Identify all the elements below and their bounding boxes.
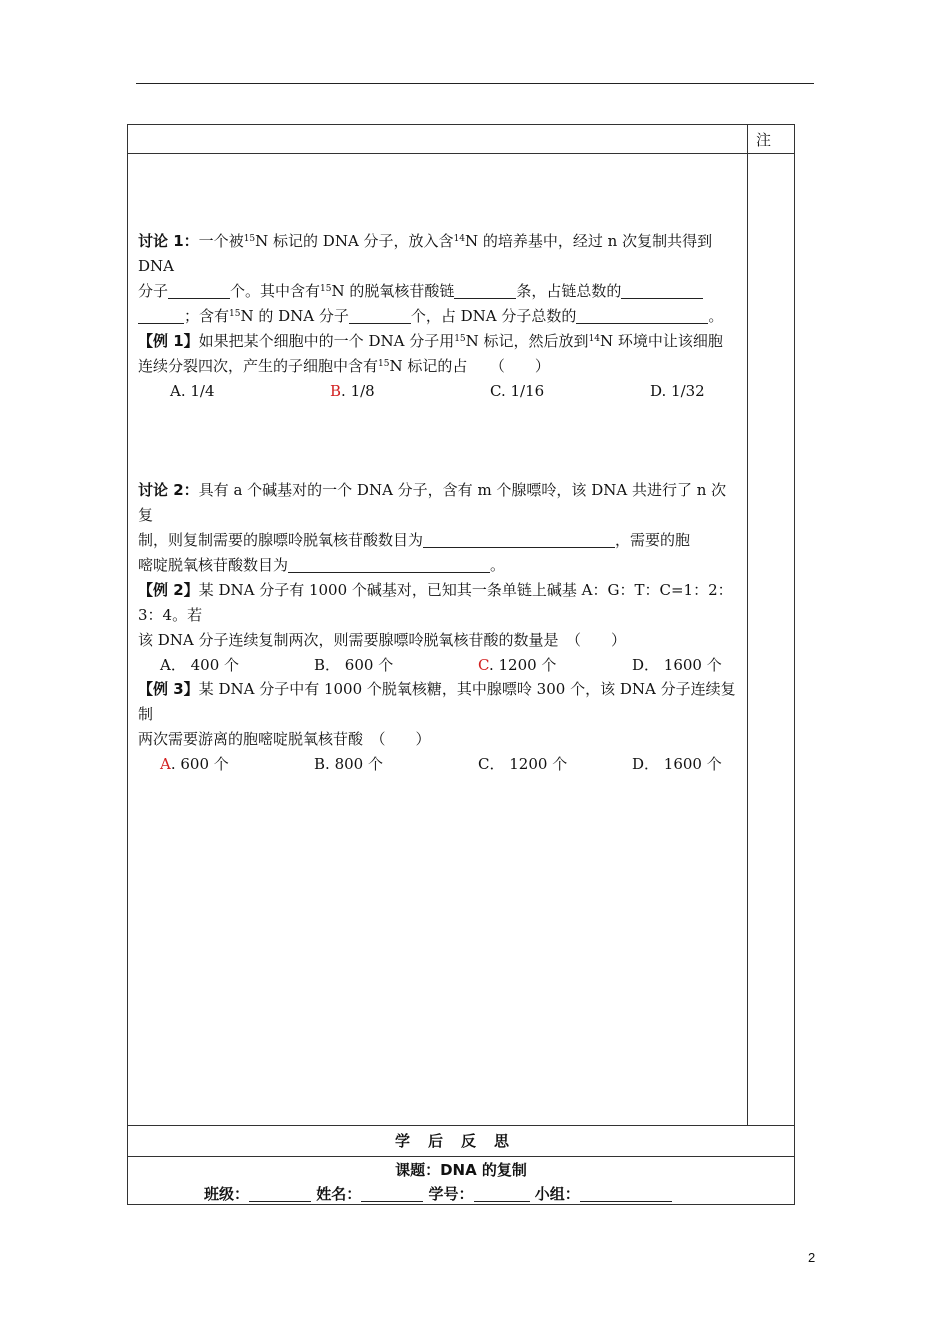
discussion-1 [138, 229, 740, 329]
answer-blank[interactable] [423, 531, 615, 548]
lesson-title: 课题：DNA 的复制 [395, 1161, 527, 1179]
group-label: 小组： [534, 1185, 580, 1203]
discussion-1-label: 讨论 1： [138, 232, 199, 250]
option-b[interactable]: B. 1/8 [330, 382, 375, 400]
example-2-label: 【例 2】 [138, 581, 199, 599]
discussion-1-line-1: 讨论 1：一个被$^{15}$N 标记的 DNA 分子，放入含$^{14}$N 的培养基中，经过 n 次复制共得到 DNA [138, 232, 713, 275]
example-1-label: 【例 1】 [138, 332, 199, 350]
option-a[interactable]: A． 400 个 [160, 656, 240, 674]
option-c[interactable]: C． 1200 个 [478, 755, 568, 773]
student-info [204, 1183, 672, 1204]
option-d[interactable]: D． 1600 个 [632, 656, 722, 674]
reflection-row [128, 1125, 794, 1157]
discussion-1-line-2: 分子 个。其中含有$^{15}$N 的脱氧核苷酸链 条，占链总数的 [138, 279, 740, 304]
page-number: 2 [808, 1250, 816, 1265]
table-header-row [128, 125, 794, 154]
discussion-2-label: 讨论 2： [138, 481, 199, 499]
example-2: 【例 2】某 DNA 分子有 1000 个碱基对，已知其一条单链上碱基 A：G：T：C=1：2：3：4。若 该 DNA 分子连续复制两次，则需要腺嘌呤脱氧核苷酸的数量是 （ ） A． 400 个 B． 600 个 C. 1200 个 D． 1600 个 [138, 578, 740, 678]
student-id-label: 学号： [428, 1185, 474, 1203]
header-rule [136, 83, 814, 84]
answer-blank[interactable] [349, 307, 411, 324]
option-d[interactable]: D． 1600 个 [632, 755, 722, 773]
option-c[interactable]: C. 1200 个 [478, 656, 557, 674]
example-3: 【例 3】某 DNA 分子中有 1000 个脱氧核糖，其中腺嘌呤 300 个，该 DNA 分子连续复制 两次需要游离的胞嘧啶脱氧核苷酸 （ ） A. 600 个 B. 800 个 C． 1200 个 D． 1600 个 [138, 677, 740, 777]
name-field[interactable] [361, 1185, 423, 1202]
option-b[interactable]: B． 600 个 [314, 656, 394, 674]
discussion-2: 讨论 2：具有 a 个碱基对的一个 DNA 分子，含有 m 个腺嘌呤，该 DNA 共进行了 n 次复 制，则复制需要的腺嘌呤脱氧核苷酸数目为 ，需要的胞 嘧啶脱氧核苷酸数目为 。 [138, 481, 727, 574]
class-field[interactable] [249, 1185, 311, 1202]
answer-blank[interactable] [621, 282, 703, 299]
answer-blank[interactable] [576, 307, 708, 324]
answer-blank[interactable] [454, 282, 516, 299]
class-label: 班级： [204, 1185, 250, 1203]
group-field[interactable] [580, 1185, 672, 1202]
worksheet-table [127, 124, 795, 1205]
reflection-title: 学后反思 [394, 1132, 527, 1150]
option-b[interactable]: B. 800 个 [314, 755, 383, 773]
answer-blank[interactable] [138, 307, 184, 324]
option-a[interactable]: A. 600 个 [160, 755, 229, 773]
notes-column-label: 注 [756, 131, 772, 149]
example-1-options [138, 379, 740, 404]
example-3-label: 【例 3】 [138, 680, 199, 698]
option-d[interactable]: D. 1/32 [650, 382, 705, 400]
answer-blank[interactable] [288, 556, 490, 573]
example-1: 【例 1】如果把某个细胞中的一个 DNA 分子用$^{15}$N 标记，然后放到$^{14}$N 环境中让该细胞 连续分裂四次，产生的子细胞中含有$^{15}$N 标记的占 （ ） A. 1/4 B. 1/8 C. 1/16 D. 1/32 [138, 329, 740, 404]
example-3-options [138, 752, 740, 777]
student-id-field[interactable] [474, 1185, 530, 1202]
option-a[interactable]: A. 1/4 [170, 382, 215, 400]
discussion-1-line-3: ；含有$^{15}$N 的 DNA 分子 个，占 DNA 分子总数的 。 [138, 304, 740, 329]
option-c[interactable]: C. 1/16 [490, 382, 545, 400]
name-label: 姓名： [316, 1185, 362, 1203]
notes-column [747, 125, 748, 1125]
answer-blank[interactable] [168, 282, 230, 299]
example-2-options [138, 653, 740, 678]
